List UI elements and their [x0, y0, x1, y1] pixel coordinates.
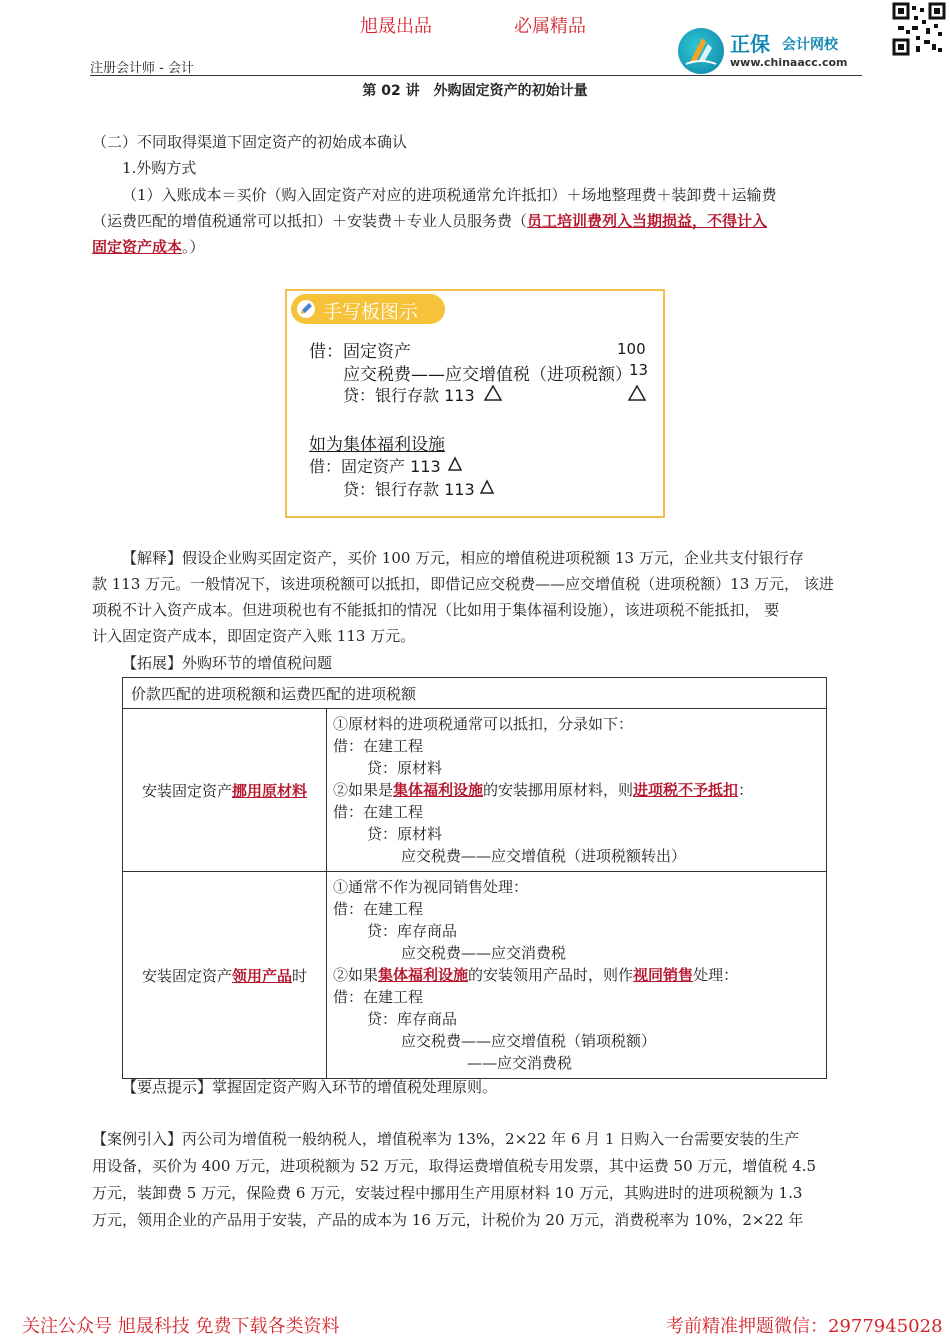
cost-formula-line3-end: 。）: [182, 238, 205, 256]
row2-highlight-welfare: 集体福利设施: [378, 966, 469, 984]
qr-code-icon: [892, 2, 946, 56]
explain-line2: 款 113 万元。一般情况下，该进项税额可以抵扣，即借记应交税费——应交增值税（进项税额）13 万元， 该进: [92, 575, 834, 593]
row1-line-welfare: [333, 779, 820, 801]
row1-line: 借：在建工程: [333, 737, 424, 755]
hw-line-credit-bank: 贷：银行存款 113: [343, 386, 475, 405]
row1-text: ②如果是: [333, 781, 394, 799]
handwriting-tag-label: 手写板图示: [323, 301, 419, 323]
row2-content: [327, 872, 827, 1079]
row2-line: 借：在建工程: [333, 900, 424, 918]
case-line1: 【案例引入】丙公司为增值税一般纳税人，增值税率为 13%，2×22 年 6 月 1 日购入一台需要安装的生产: [92, 1130, 800, 1148]
row2-highlight-deemed-sale: 视同销售: [633, 966, 694, 984]
brand-right-text: 必属精品: [514, 16, 586, 37]
triangle-icon: [627, 384, 647, 402]
row2-line: 贷：库存商品: [367, 1010, 458, 1028]
row2-label-text: 安装固定资产: [141, 966, 232, 985]
cost-formula-line1: （1）入账成本＝买价（购入固定资产对应的进项税通常允许抵扣）＋场地整理费＋装卸费＋运输费: [122, 186, 777, 204]
hw-line-vat: 应交税费——应交增值税（进项税额）: [343, 365, 632, 385]
row2-line: ①通常不作为视同销售处理：: [333, 878, 529, 896]
lecture-title: 第 02 讲 外购固定资产的初始计量: [362, 83, 588, 99]
hw-amount-13: 13: [629, 361, 649, 379]
row2-label-suffix: 时: [292, 966, 308, 985]
table-header-cell: 价款匹配的进项税额和运费匹配的进项税额: [123, 678, 827, 709]
hw-line-debit-asset: 借：固定资产: [309, 342, 411, 362]
row1-line: 贷：原材料: [367, 825, 443, 843]
row2-line-welfare: [333, 964, 820, 986]
hw-line-welfare: 如为集体福利设施: [309, 435, 445, 455]
logo-url: www.chinaacc.com: [730, 56, 848, 69]
table-row: [123, 709, 827, 872]
row1-line: 借：在建工程: [333, 803, 424, 821]
handwriting-board: [285, 289, 665, 518]
row2-text: 处理：: [693, 966, 739, 984]
key-tip: 【要点提示】掌握固定资产购入环节的增值税处理原则。: [122, 1078, 498, 1096]
chinaacc-logo[interactable]: [678, 28, 863, 74]
case-line3: 万元，装卸费 5 万元，保险费 6 万元，安装过程中挪用生产用原材料 10 万元，其购进时的进项税额为 1.3: [92, 1184, 803, 1202]
section-subheading: 1.外购方式: [122, 159, 197, 177]
footer-promo-right: 考前精准押题微信：2977945028: [666, 1316, 943, 1337]
footer-promo-left: 关注公众号 旭晟科技 免费下载各类资料: [22, 1316, 340, 1337]
brand-left-text: 旭晟出品: [360, 16, 432, 37]
row2-line: 应交税费——应交增值税（销项税额）: [401, 1032, 657, 1050]
handwriting-tag: [291, 294, 445, 324]
case-line4: 万元，领用企业的产品用于安装，产品的成本为 16 万元，计税价为 20 万元，消费税率为 10%，2×22 年: [92, 1211, 804, 1229]
hw-line-credit-113: 贷：银行存款 113: [343, 480, 475, 499]
row1-line: ①原材料的进项税通常可以抵扣，分录如下：: [333, 715, 634, 733]
hw-amount-100: 100: [617, 340, 646, 358]
section-heading: （二）不同取得渠道下固定资产的初始成本确认: [92, 133, 408, 151]
row1-label-text: 安装固定资产: [141, 781, 232, 800]
row2-label: [123, 872, 327, 1079]
logo-emblem-icon: [678, 28, 724, 74]
hw-line-debit-113: 借：固定资产 113: [309, 457, 441, 476]
logo-subname: 会计网校: [782, 37, 838, 53]
expand-title: 【拓展】外购环节的增值税问题: [122, 654, 333, 672]
row1-line: 应交税费——应交增值税（进项税额转出）: [401, 847, 687, 865]
case-line2: 用设备，买价为 400 万元，进项税额为 52 万元，取得运费增值税专用发票，其中运费 50 万元，增值税 4.5: [92, 1157, 817, 1175]
row1-highlight-nodeduct: 进项税不予抵扣: [633, 781, 739, 799]
triangle-icon: [479, 479, 495, 495]
training-fee-note: 员工培训费列入当期损益，不得计入: [527, 212, 768, 230]
row2-text: 的安装领用产品时，则作: [468, 966, 634, 984]
row1-label-highlight: 挪用原材料: [232, 781, 308, 800]
cost-formula-line2: [92, 208, 767, 234]
row1-text: ：: [738, 781, 754, 799]
row2-text: ②如果: [333, 966, 379, 984]
table-row: [123, 872, 827, 1079]
row1-text: 的安装挪用原材料，则: [483, 781, 634, 799]
cost-formula-line2-text: （运费匹配的增值税通常可以抵扣）＋安装费＋专业人员服务费（: [92, 212, 528, 230]
row1-line: 贷：原材料: [367, 759, 443, 777]
row2-label-highlight: 领用产品: [231, 966, 292, 985]
row2-line: ——应交消费税: [467, 1054, 573, 1072]
row1-label: [123, 709, 327, 872]
explain-line4: 计入固定资产成本，即固定资产入账 113 万元。: [92, 627, 416, 645]
row1-content: [327, 709, 827, 872]
fixed-asset-cost-note: 固定资产成本: [92, 238, 183, 256]
row2-line: 应交税费——应交消费税: [401, 944, 567, 962]
logo-name: 正保: [730, 32, 770, 56]
explain-line3: 项税不计入资产成本。但进项税也有不能抵扣的情况（比如用于集体福利设施），该进项税不能抵扣， 要: [92, 601, 780, 619]
course-name: 注册会计师 - 会计: [90, 61, 194, 76]
table-header-row: [123, 678, 827, 709]
header-divider: [90, 75, 862, 76]
pencil-icon: [296, 299, 316, 319]
triangle-icon: [483, 384, 503, 402]
vat-table: [122, 677, 827, 1079]
triangle-icon: [447, 456, 463, 472]
row2-line: 借：在建工程: [333, 988, 424, 1006]
row2-line: 贷：库存商品: [367, 922, 458, 940]
row1-highlight-welfare: 集体福利设施: [393, 781, 484, 799]
cost-formula-line3: [92, 234, 205, 260]
explain-line1: 【解释】假设企业购买固定资产，买价 100 万元，相应的增值税进项税额 13 万元，企业共支付银行存: [122, 549, 804, 567]
